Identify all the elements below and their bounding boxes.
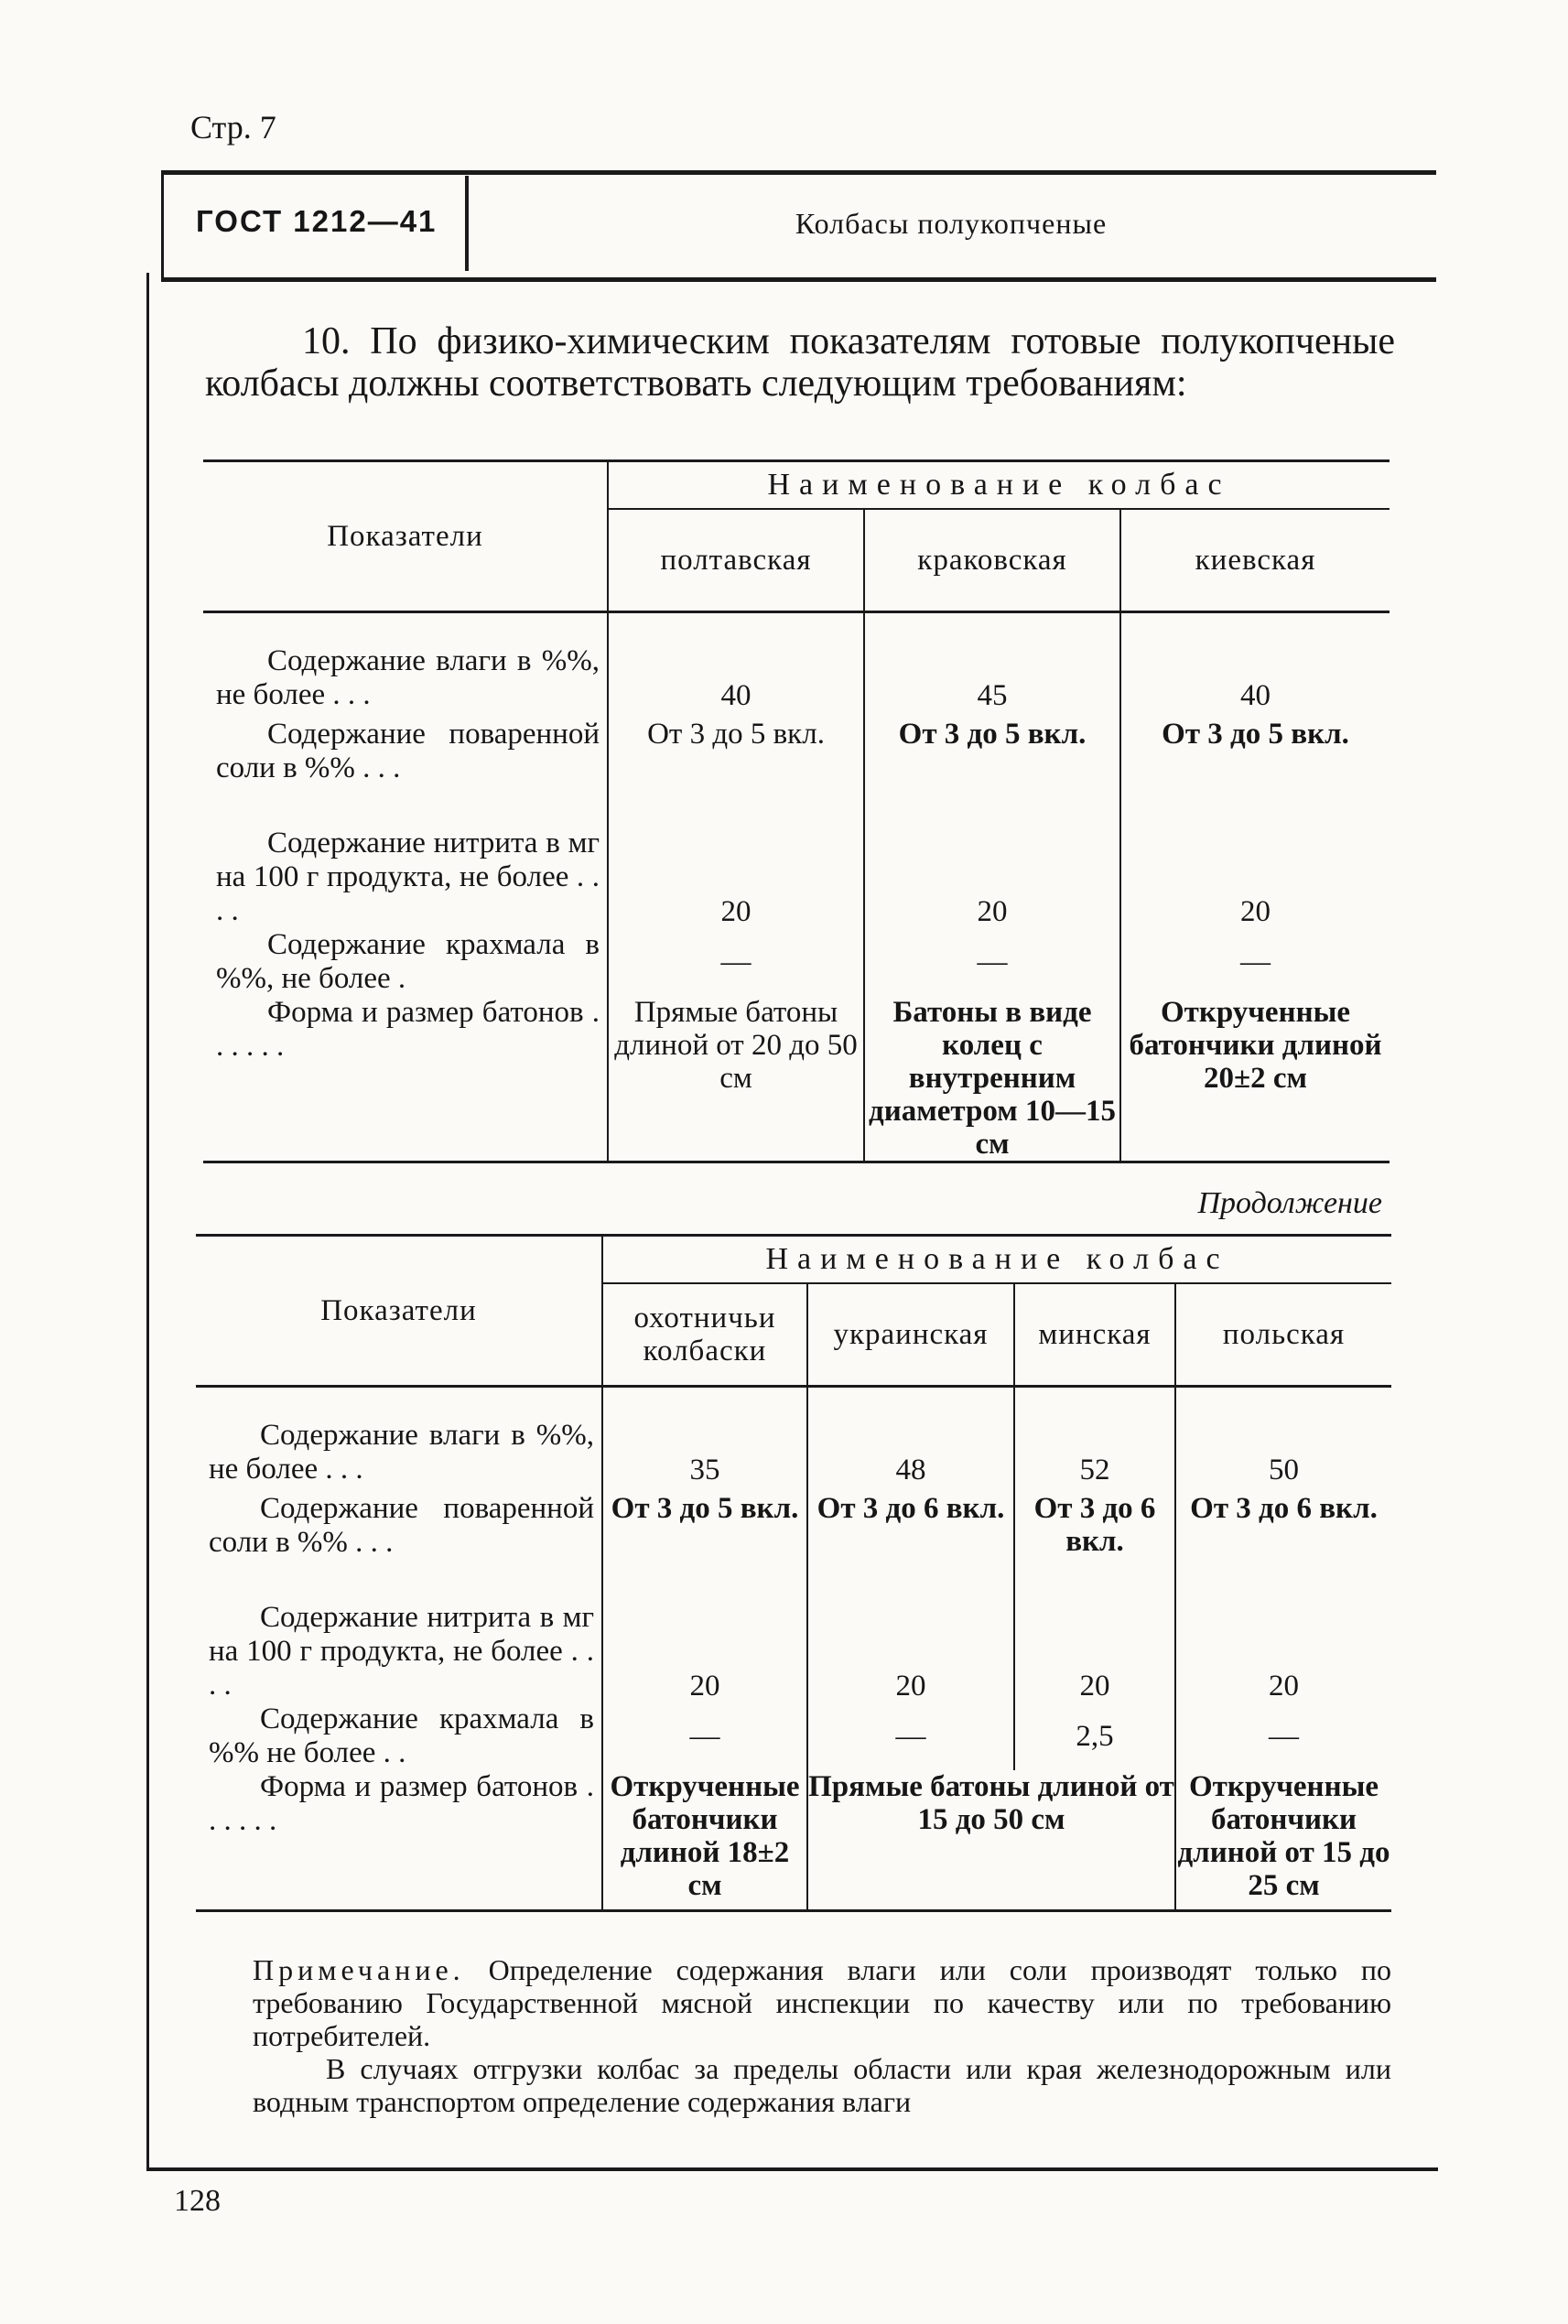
- group-header: Наименование колбас: [608, 461, 1390, 510]
- table-cell: 20: [864, 826, 1120, 928]
- row-label: Содержание нитрита в мг на 100 г продукта, не более . . . .: [203, 826, 608, 928]
- table-row: [196, 1408, 1391, 1486]
- note-text-2: В случаях отгрузки колбас за пределы области или края железнодорожным или водным транспортом определение содержания влаги: [253, 2052, 1391, 2118]
- page-label: Стр. 7: [190, 109, 276, 146]
- table-cell: 52: [1014, 1408, 1175, 1486]
- table-cell: От 3 до 6 вкл.: [1014, 1486, 1175, 1600]
- table-cell: 20: [608, 826, 864, 928]
- row-label: Содержание крахмала в %%, не более .: [203, 928, 608, 996]
- table-cell: 48: [807, 1408, 1014, 1486]
- row-label: Форма и размер батонов . . . . . .: [196, 1770, 602, 1911]
- table-row: [196, 1486, 1391, 1600]
- table-cell: От 3 до 6 вкл.: [1175, 1486, 1391, 1600]
- note: [253, 1953, 1391, 2118]
- table-cell: 2,5: [1014, 1702, 1175, 1770]
- column-header: краковская: [864, 509, 1120, 612]
- note-text: Определение содержания влаги или соли производят только по требованию Государственной мясной инспекции по качеству или по требованию потребителей.: [253, 1953, 1392, 2052]
- table-row: [203, 928, 1390, 996]
- table-2: [196, 1234, 1391, 1912]
- row-label: Содержание влаги в %%, не более . . .: [196, 1408, 602, 1486]
- table-cell: 20: [602, 1600, 807, 1702]
- table-row: [203, 996, 1390, 1162]
- indicator-header: Показатели: [196, 1236, 602, 1387]
- table-cell: 40: [1120, 633, 1390, 712]
- row-label: Содержание поваренной соли в %% . . .: [203, 712, 608, 826]
- column-header: минская: [1014, 1283, 1175, 1387]
- table-row: [196, 1600, 1391, 1702]
- table-cell: Открученные батончики длиной 18±2 см: [602, 1770, 807, 1911]
- column-header: охотничьи колбаски: [602, 1283, 807, 1387]
- row-label: Содержание поваренной соли в %% . . .: [196, 1486, 602, 1600]
- table-cell: 45: [864, 633, 1120, 712]
- table-row: [203, 712, 1390, 826]
- intro-paragraph: 10. По физико-химическим показателям готовые полукопченые колбасы должны соответствовать следующим требованиям:: [205, 320, 1395, 405]
- table-cell: —: [807, 1702, 1014, 1770]
- table-cell: —: [1175, 1702, 1391, 1770]
- table-cell: 20: [807, 1600, 1014, 1702]
- page-number: 128: [174, 2184, 221, 2218]
- table-cell: Батоны в виде колец с внутренним диаметром 10—15 см: [864, 996, 1120, 1162]
- table-cell: Открученные батончики длиной 20±2 см: [1120, 996, 1390, 1162]
- table-cell: —: [602, 1702, 807, 1770]
- table-cell: Прямые батоны длиной от 15 до 50 см: [807, 1770, 1175, 1911]
- table-cell: От 3 до 5 вкл.: [864, 712, 1120, 826]
- table-1: [203, 459, 1390, 1163]
- gost-code: ГОСТ 1212—41: [196, 204, 438, 238]
- row-label: Содержание нитрита в мг на 100 г продукта, не более . . . .: [196, 1600, 602, 1702]
- table-cell: От 3 до 5 вкл.: [608, 712, 864, 826]
- table-cell: 50: [1175, 1408, 1391, 1486]
- column-header: киевская: [1120, 509, 1390, 612]
- indicator-header: Показатели: [203, 461, 608, 612]
- table-cell: От 3 до 6 вкл.: [807, 1486, 1014, 1600]
- table-cell: Прямые батоны длиной от 20 до 50 см: [608, 996, 864, 1162]
- note-label: Примечание.: [253, 1953, 465, 1986]
- table-row: [203, 826, 1390, 928]
- table-cell: От 3 до 5 вкл.: [602, 1486, 807, 1600]
- table-cell: 20: [1120, 826, 1390, 928]
- table-cell: От 3 до 5 вкл.: [1120, 712, 1390, 826]
- table-cell: —: [1120, 928, 1390, 996]
- table-cell: 20: [1014, 1600, 1175, 1702]
- column-header: полтавская: [608, 509, 864, 612]
- table-row: [196, 1702, 1391, 1770]
- table-cell: 40: [608, 633, 864, 712]
- column-header: украинская: [807, 1283, 1014, 1387]
- row-label: Содержание влаги в %%, не более . . .: [203, 633, 608, 712]
- table-cell: 35: [602, 1408, 807, 1486]
- row-label: Содержание крахмала в %% не более . .: [196, 1702, 602, 1770]
- table-cell: —: [608, 928, 864, 996]
- table-cell: 20: [1175, 1600, 1391, 1702]
- table-cell: Открученные батончики длиной от 15 до 25 см: [1175, 1770, 1391, 1911]
- column-header: польская: [1175, 1283, 1391, 1387]
- header-title: Колбасы полукопченые: [795, 207, 1108, 240]
- row-label: Форма и размер батонов . . . . . .: [203, 996, 608, 1162]
- table-cell: —: [864, 928, 1120, 996]
- group-header: Наименование колбас: [602, 1236, 1391, 1284]
- table-row: [203, 633, 1390, 712]
- continuation-label: Продолжение: [1197, 1186, 1382, 1220]
- table-row: [196, 1770, 1391, 1911]
